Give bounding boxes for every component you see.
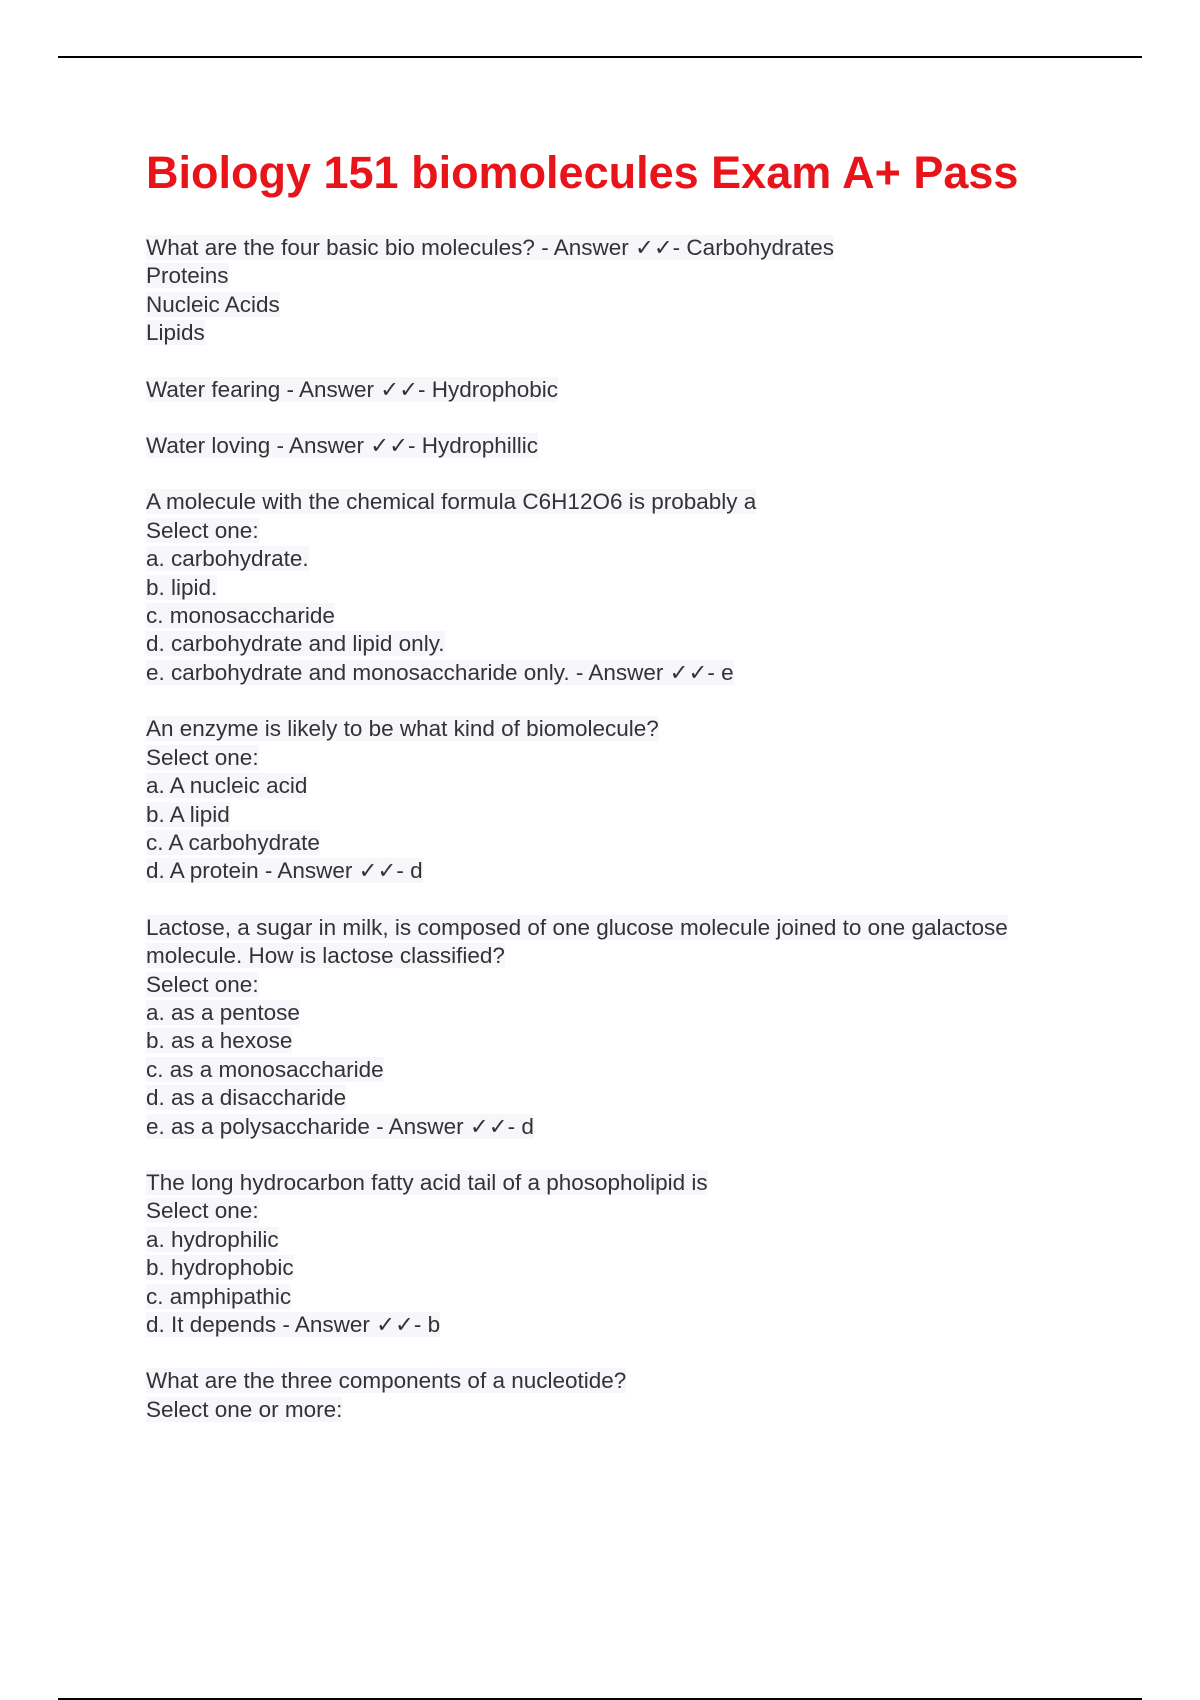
qa-line	[146, 545, 1106, 573]
qa-line-text: b. A lipid	[146, 801, 230, 827]
qa-line	[146, 517, 1106, 545]
qa-line-text: Select one:	[146, 517, 259, 543]
qa-line-text: What are the three components of a nucleotide?	[146, 1368, 627, 1394]
qa-line	[146, 432, 1106, 460]
qa-line-text: a. A nucleic acid	[146, 773, 308, 799]
qa-line-text: Select one:	[146, 1198, 259, 1224]
qa-line	[146, 574, 1106, 602]
qa-line	[146, 1283, 1106, 1311]
qa-line-text: b. as a hexose	[146, 1028, 293, 1054]
qa-line-text: a. hydrophilic	[146, 1226, 279, 1252]
qa-line	[146, 971, 1106, 999]
qa-line-text: b. hydrophobic	[146, 1255, 294, 1281]
qa-line	[146, 262, 1106, 290]
qa-line-text: d. carbohydrate and lipid only.	[146, 631, 445, 657]
qa-line	[146, 291, 1106, 319]
qa-line-text: c. as a monosaccharide	[146, 1056, 384, 1082]
qa-line	[146, 1254, 1106, 1282]
qa-block	[146, 432, 1106, 460]
qa-block	[146, 488, 1106, 687]
qa-line-text: b. lipid.	[146, 574, 218, 600]
qa-line	[146, 744, 1106, 772]
qa-block	[146, 914, 1106, 1141]
qa-line	[146, 801, 1106, 829]
qa-line-text: Proteins	[146, 263, 229, 289]
top-rule	[58, 56, 1142, 58]
qa-line-text: Lactose, a sugar in milk, is composed of one glucose molecule joined to one galactose	[146, 914, 1008, 940]
qa-block	[146, 715, 1106, 885]
qa-line	[146, 630, 1106, 658]
qa-line	[146, 942, 1106, 970]
qa-line-text: Select one:	[146, 971, 259, 997]
qa-line	[146, 488, 1106, 516]
qa-line	[146, 1056, 1106, 1084]
qa-line-text: Nucleic Acids	[146, 291, 280, 317]
qa-line-text: e. carbohydrate and monosaccharide only. - Answer ✓✓- e	[146, 659, 734, 685]
qa-line	[146, 857, 1106, 885]
qa-line	[146, 829, 1106, 857]
qa-line-text: c. A carbohydrate	[146, 829, 320, 855]
qa-line-text: d. as a disaccharide	[146, 1085, 347, 1111]
qa-line-text: a. as a pentose	[146, 999, 300, 1025]
qa-block	[146, 1367, 1106, 1424]
qa-line-text: a. carbohydrate.	[146, 546, 309, 572]
qa-line-text: An enzyme is likely to be what kind of biomolecule?	[146, 716, 659, 742]
qa-line	[146, 1367, 1106, 1395]
qa-line-text: d. A protein - Answer ✓✓- d	[146, 858, 423, 884]
qa-line-text: Lipids	[146, 320, 205, 346]
document-title: Biology 151 biomolecules Exam A+ Pass	[146, 147, 1019, 198]
qa-block	[146, 376, 1106, 404]
qa-line-text: c. amphipathic	[146, 1283, 292, 1309]
qa-line-text: Select one:	[146, 744, 259, 770]
qa-line	[146, 1084, 1106, 1112]
qa-line	[146, 319, 1106, 347]
qa-line	[146, 1396, 1106, 1424]
qa-line	[146, 999, 1106, 1027]
page-content	[146, 138, 1106, 1452]
qa-line-text: d. It depends - Answer ✓✓- b	[146, 1312, 441, 1337]
qa-line-text: What are the four basic bio molecules? - Answer ✓✓- Carbohydrates	[146, 235, 835, 260]
qa-line	[146, 772, 1106, 800]
qa-line-text: Water fearing - Answer ✓✓- Hydrophobic	[146, 376, 559, 402]
qa-line-text: Water loving - Answer ✓✓- Hydrophillic	[146, 433, 538, 459]
qa-line	[146, 602, 1106, 630]
qa-line	[146, 1311, 1106, 1339]
qa-line	[146, 1169, 1106, 1197]
qa-line	[146, 234, 1106, 262]
qa-line	[146, 914, 1106, 942]
qa-line	[146, 376, 1106, 404]
qa-line	[146, 1197, 1106, 1225]
qa-line-text: A molecule with the chemical formula C6H12O6 is probably a	[146, 489, 757, 515]
qa-line	[146, 1113, 1106, 1141]
qa-line-text: The long hydrocarbon fatty acid tail of a phosopholipid is	[146, 1169, 708, 1195]
qa-line-text: molecule. How is lactose classified?	[146, 943, 505, 969]
qa-line	[146, 715, 1106, 743]
qa-block	[146, 1169, 1106, 1339]
qa-line-text: Select one or more:	[146, 1396, 343, 1422]
qa-line-text: c. monosaccharide	[146, 603, 335, 629]
qa-list	[146, 234, 1106, 1424]
qa-line	[146, 1226, 1106, 1254]
qa-block	[146, 234, 1106, 348]
qa-line	[146, 1027, 1106, 1055]
qa-line-text: e. as a polysaccharide - Answer ✓✓- d	[146, 1113, 534, 1139]
qa-line	[146, 659, 1106, 687]
